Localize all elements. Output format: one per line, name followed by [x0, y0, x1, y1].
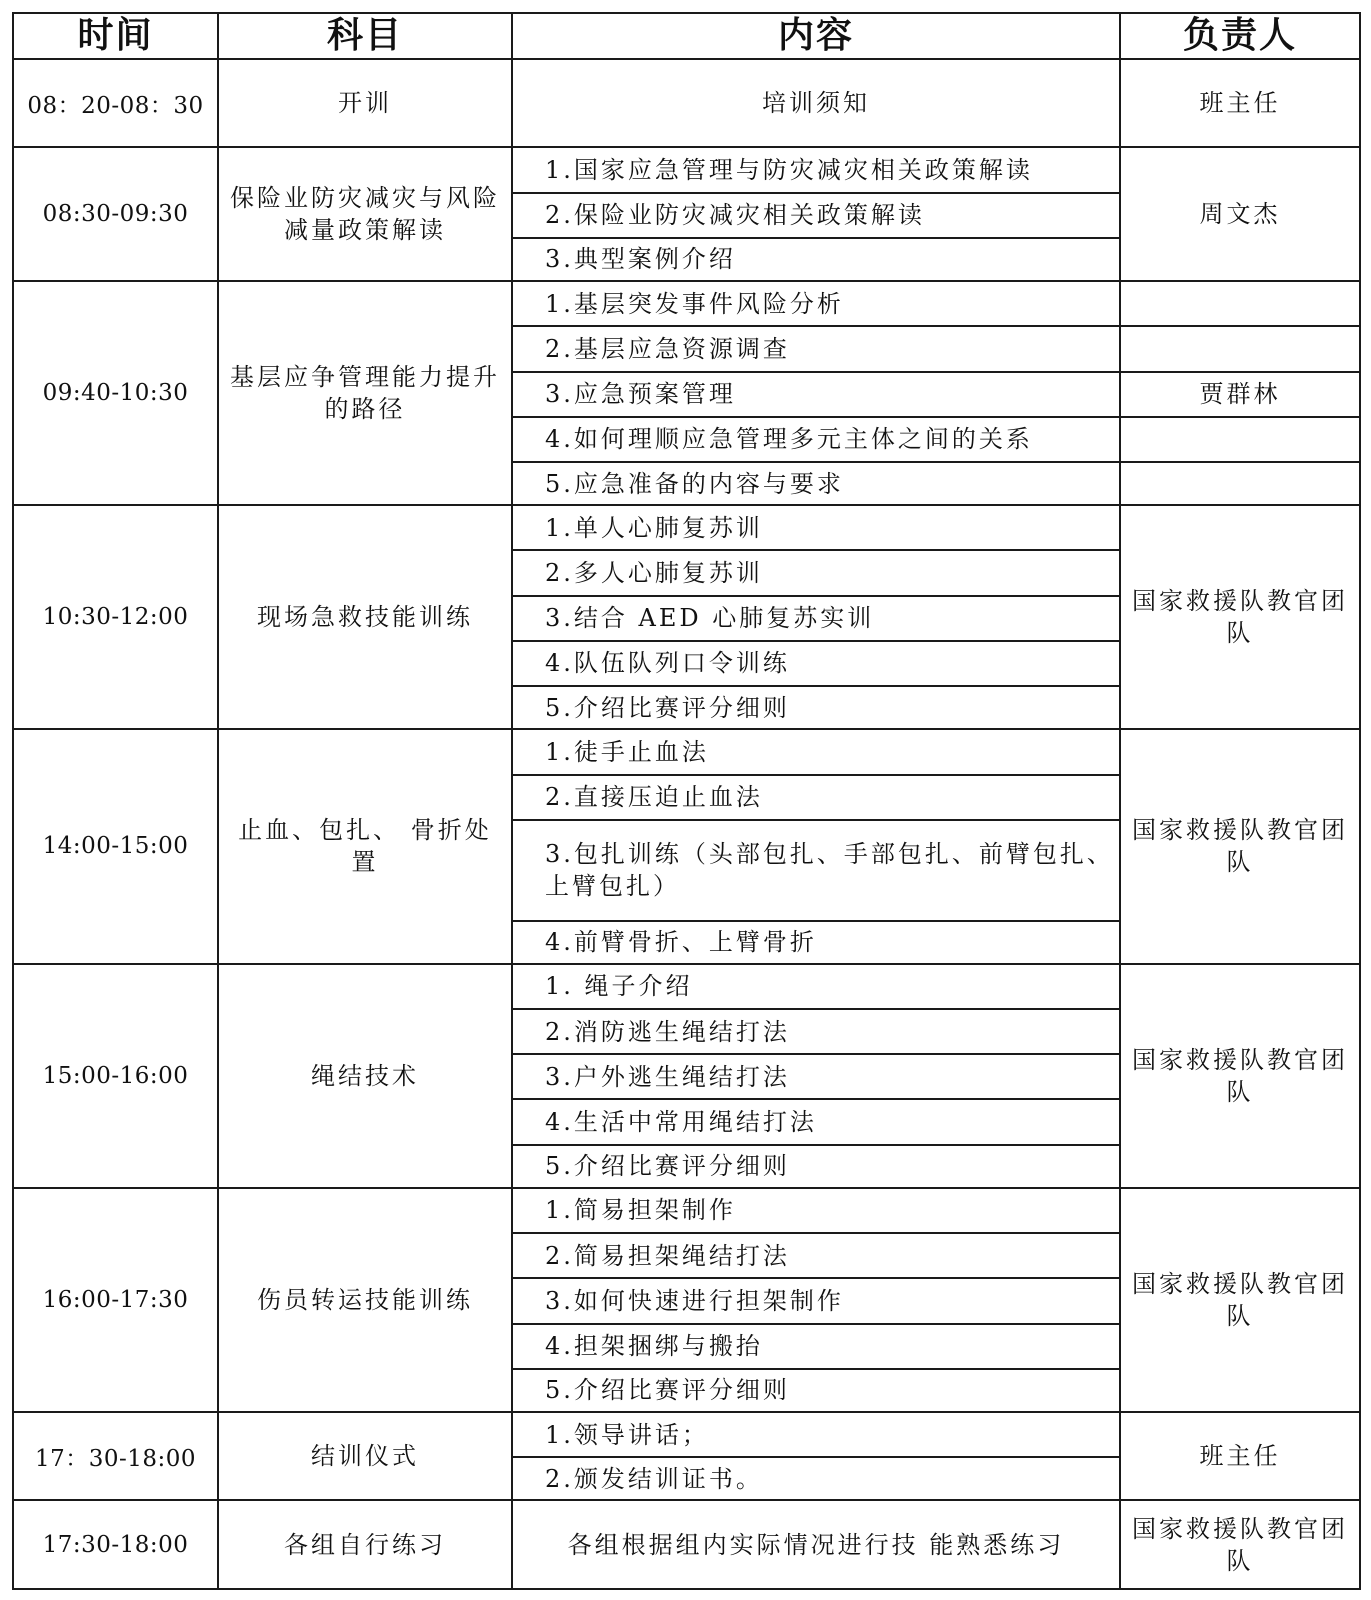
- responsible-cell: 国家救援队教官团队: [1120, 964, 1360, 1188]
- header-subject: 科目: [218, 13, 512, 59]
- content-cell: 各组根据组内实际情况进行技 能熟悉练习: [512, 1500, 1120, 1589]
- responsible-cell: 周文杰: [1120, 147, 1360, 281]
- content-cell: 2.简易担架绳结打法: [512, 1233, 1120, 1278]
- responsible-cell: 贾群林: [1120, 372, 1360, 417]
- content-cell: 3.包扎训练（头部包扎、手部包扎、前臂包扎、上臂包扎）: [512, 820, 1120, 921]
- responsible-cell: 班主任: [1120, 1412, 1360, 1500]
- content-cell: 3.如何快速进行担架制作: [512, 1278, 1120, 1323]
- subject-cell: 伤员转运技能训练: [218, 1188, 512, 1412]
- responsible-cell: [1120, 417, 1360, 462]
- header-content: 内容: [512, 13, 1120, 59]
- responsible-cell: 国家救援队教官团队: [1120, 1500, 1360, 1589]
- content-cell: 5.应急准备的内容与要求: [512, 462, 1120, 505]
- content-cell: 4.如何理顺应急管理多元主体之间的关系: [512, 417, 1120, 462]
- training-schedule-table: [12, 12, 1361, 1590]
- responsible-cell: [1120, 462, 1360, 505]
- content-cell: 4.担架捆绑与搬抬: [512, 1324, 1120, 1369]
- content-cell: 1. 绳子介绍: [512, 964, 1120, 1009]
- content-cell: 3.结合 AED 心肺复苏实训: [512, 596, 1120, 641]
- table-row: [13, 729, 1360, 774]
- table-row: [13, 1412, 1360, 1457]
- header-row: [13, 13, 1360, 59]
- subject-cell: 各组自行练习: [218, 1500, 512, 1589]
- subject-cell: 绳结技术: [218, 964, 512, 1188]
- time-cell: 08:30-09:30: [13, 147, 218, 281]
- header-time: 时间: [13, 13, 218, 59]
- subject-cell: 现场急救技能训练: [218, 505, 512, 729]
- time-cell: 16:00-17:30: [13, 1188, 218, 1412]
- content-cell: 2.保险业防灾减灾相关政策解读: [512, 193, 1120, 238]
- table-row: [13, 1188, 1360, 1233]
- content-cell: 1.单人心肺复苏训: [512, 505, 1120, 550]
- content-cell: 2.直接压迫止血法: [512, 775, 1120, 820]
- content-cell: 4.前臂骨折、上臂骨折: [512, 921, 1120, 964]
- table-row: [13, 964, 1360, 1009]
- content-cell: 1.徒手止血法: [512, 729, 1120, 774]
- content-cell: 2.消防逃生绳结打法: [512, 1009, 1120, 1054]
- table-row: [13, 281, 1360, 326]
- content-cell: 2.多人心肺复苏训: [512, 550, 1120, 595]
- table-row: [13, 1500, 1360, 1589]
- header-responsible: 负责人: [1120, 13, 1360, 59]
- responsible-cell: 国家救援队教官团队: [1120, 1188, 1360, 1412]
- table-row: [13, 505, 1360, 550]
- content-cell: 3.应急预案管理: [512, 372, 1120, 417]
- responsible-cell: 班主任: [1120, 59, 1360, 147]
- content-cell: 3.户外逃生绳结打法: [512, 1054, 1120, 1099]
- table-row: [13, 59, 1360, 147]
- content-cell: 1.基层突发事件风险分析: [512, 281, 1120, 326]
- content-cell: 5.介绍比赛评分细则: [512, 1369, 1120, 1412]
- time-cell: 08：20-08：30: [13, 59, 218, 147]
- subject-cell: 基层应争管理能力提升的路径: [218, 281, 512, 505]
- responsible-cell: 国家救援队教官团队: [1120, 729, 1360, 963]
- content-cell: 3.典型案例介绍: [512, 238, 1120, 281]
- subject-cell: 结训仪式: [218, 1412, 512, 1500]
- responsible-cell: [1120, 326, 1360, 371]
- schedule-body: [13, 59, 1360, 1589]
- content-cell: 1.国家应急管理与防灾减灾相关政策解读: [512, 147, 1120, 192]
- subject-cell: 保险业防灾减灾与风险减量政策解读: [218, 147, 512, 281]
- time-cell: 09:40-10:30: [13, 281, 218, 505]
- time-cell: 17:30-18:00: [13, 1500, 218, 1589]
- table-row: [13, 147, 1360, 192]
- content-cell: 2.基层应急资源调查: [512, 326, 1120, 371]
- time-cell: 15:00-16:00: [13, 964, 218, 1188]
- responsible-cell: 国家救援队教官团队: [1120, 505, 1360, 729]
- content-cell: 2.颁发结训证书。: [512, 1457, 1120, 1500]
- responsible-cell: [1120, 281, 1360, 326]
- content-cell: 5.介绍比赛评分细则: [512, 686, 1120, 729]
- content-cell: 4.生活中常用绳结打法: [512, 1099, 1120, 1144]
- content-cell: 4.队伍队列口令训练: [512, 641, 1120, 686]
- time-cell: 14:00-15:00: [13, 729, 218, 963]
- content-cell: 1.简易担架制作: [512, 1188, 1120, 1233]
- subject-cell: 止血、包扎、 骨折处置: [218, 729, 512, 963]
- time-cell: 17：30-18:00: [13, 1412, 218, 1500]
- time-cell: 10:30-12:00: [13, 505, 218, 729]
- content-cell: 1.领导讲话；: [512, 1412, 1120, 1457]
- content-cell: 5.介绍比赛评分细则: [512, 1145, 1120, 1188]
- subject-cell: 开训: [218, 59, 512, 147]
- content-cell: 培训须知: [512, 59, 1120, 147]
